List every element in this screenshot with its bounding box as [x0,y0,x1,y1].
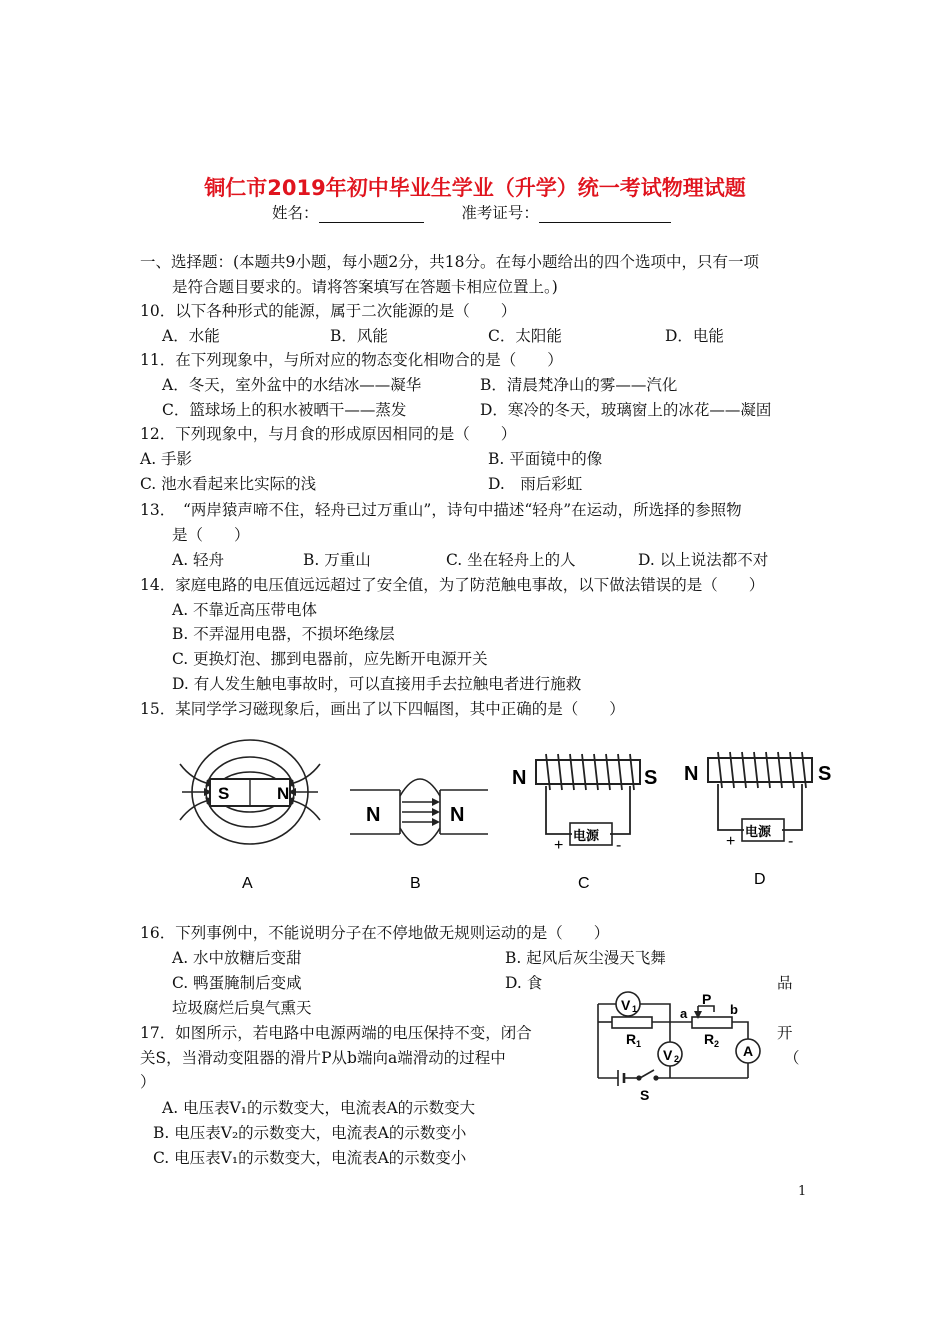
q11-option-b: B．清晨梵净山的雾——汽化 [480,376,678,394]
q15-stem: 15．某同学学习磁现象后，画出了以下四幅图，其中正确的是（ ） [140,700,625,718]
figure-d-pole-n: N [684,763,699,785]
exam-no-label: 准考证号： [461,204,539,222]
q14-option-a: A. 不靠近高压带电体 [172,601,318,619]
figure-d-label: D [754,871,766,888]
q14-option-c: C. 更换灯泡、挪到电器前，应先断开电源开关 [172,650,488,668]
q10-option-d: D．电能 [665,327,724,345]
q17-option-b: B. 电压表V₂的示数变大，电流表A的示数变小 [153,1124,467,1142]
figure-a-pole-n: N [277,784,290,803]
page-number: 1 [798,1184,807,1199]
figure-d-power-label: 电源 [745,824,772,839]
q12-option-c: C. 池水看起来比实际的浅 [140,475,317,493]
q17-stem-line1-end: 开 [777,1024,793,1042]
q16-option-b: B. 起风后灰尘漫天飞舞 [505,949,666,967]
r2-subscript: 2 [714,1039,720,1049]
q13-option-b: B. 万重山 [303,551,371,569]
figure-c-pole-n: N [512,767,527,789]
q14-stem: 14．家庭电路的电压值远远超过了安全值，为了防范触电事故，以下做法错误的是（ ） [140,576,765,594]
q16-option-d-part2: 品 [777,974,793,992]
q16-option-c: C. 鸭蛋腌制后变咸 [172,974,302,992]
q14-option-b: B. 不弄湿用电器，不损坏绝缘层 [172,625,395,643]
q12-stem: 12．下列现象中，与月食的形成原因相同的是（ ） [140,425,517,443]
r1-subscript: 1 [636,1039,642,1049]
q17-stem-line2-end: （ [784,1049,800,1067]
q10-option-a: A．水能 [162,327,220,345]
figure-d-pole-s: S [818,763,832,785]
ammeter-symbol: A [743,1043,754,1059]
q13-option-d: D. 以上说法都不对 [638,551,769,569]
section-instruction-2: 是符合题目要求的。请将答案填写在答题卡相应位置上。) [172,278,558,296]
q15-magnet-figures [170,722,850,897]
q17-stem-line2: 关S，当滑动变阻器的滑片P从b端向a端滑动的过程中 [140,1049,506,1067]
figure-b-pole-n-right: N [450,804,465,826]
student-info-line [272,201,671,223]
v1-symbol: V [621,997,631,1013]
figure-a-label: A [242,875,253,892]
q13-option-c: C. 坐在轻舟上的人 [446,551,576,569]
r1-symbol: R [626,1031,637,1047]
name-label: 姓名： [272,204,319,222]
q10-option-b: B．风能 [330,327,388,345]
q13-option-a: A. 轻舟 [172,551,225,569]
q13-stem-line1: 13． “两岸猿声啼不住，轻舟已过万重山”，诗句中描述“轻舟”在运动，所选择的参照物 [140,501,742,519]
terminal-b-label: b [730,1002,738,1017]
v2-symbol: V [663,1047,673,1063]
q14-option-d: D. 有人发生触电事故时，可以直接用手去拉触电者进行施救 [172,675,582,693]
q11-stem: 11．在下列现象中，与所对应的物态变化相吻合的是（ ） [140,351,563,369]
q16-option-a: A. 水中放糖后变甜 [172,949,302,967]
q16-option-d-part1: D. 食 [505,974,543,992]
q10-option-c: C．太阳能 [488,327,562,345]
q17-circuit-diagram [590,982,765,1104]
terminal-a-label: a [680,1006,688,1021]
q17-stem-line1: 17．如图所示，若电路中电源两端的电压保持不变，闭合 [140,1024,532,1042]
figure-b-label: B [410,875,421,892]
figure-d-plus: + [726,833,736,850]
q11-option-a: A．冬天，室外盆中的水结冰——凝华 [162,376,422,394]
figure-c-minus: - [616,837,622,854]
figure-a-pole-s: S [218,784,230,803]
q16-stem: 16．下列事例中，不能说明分子在不停地做无规则运动的是（ ） [140,924,610,942]
figure-c-label: C [578,875,590,892]
switch-s-label: S [640,1087,650,1103]
q17-stem-line3: ） [140,1073,156,1091]
q12-option-b: B. 平面镜中的像 [488,450,603,468]
q12-option-a: A. 手影 [140,450,193,468]
page-title: 铜仁市2019年初中毕业生学业（升学）统一考试物理试题 [204,176,746,200]
q13-stem-line2: 是（ ） [172,526,250,544]
q10-stem: 10．以下各种形式的能源，属于二次能源的是（ ） [140,302,517,320]
figure-d-minus: - [788,833,794,850]
figure-c-pole-s: S [644,767,658,789]
section-instruction-1: 一、选择题：(本题共9小题，每小题2分，共18分。在每小题给出的四个选项中，只有一项 [140,253,759,271]
figure-b-pole-n-left: N [366,804,381,826]
q17-option-c: C. 电压表V₁的示数变大，电流表A的示数变小 [153,1149,467,1167]
figure-c-plus: + [554,837,564,854]
figure-a-bar-magnet [180,740,320,844]
exam-no-blank[interactable] [539,206,671,223]
r2-symbol: R [704,1031,715,1047]
q16-option-d-line2: 垃圾腐烂后臭气熏天 [172,999,312,1017]
v2-subscript: 2 [674,1054,680,1064]
q11-option-c: C．篮球场上的积水被晒干——蒸发 [162,401,407,419]
figure-c-power-label: 电源 [573,828,600,843]
v1-subscript: 1 [632,1004,638,1014]
name-blank[interactable] [319,206,424,223]
q17-option-a: A. 电压表V₁的示数变大，电流表A的示数变大 [162,1099,476,1117]
q11-option-d: D．寒冷的冬天，玻璃窗上的冰花——凝固 [480,401,772,419]
q12-option-d: D. 雨后彩虹 [488,475,583,493]
slider-p-label: P [702,991,712,1007]
